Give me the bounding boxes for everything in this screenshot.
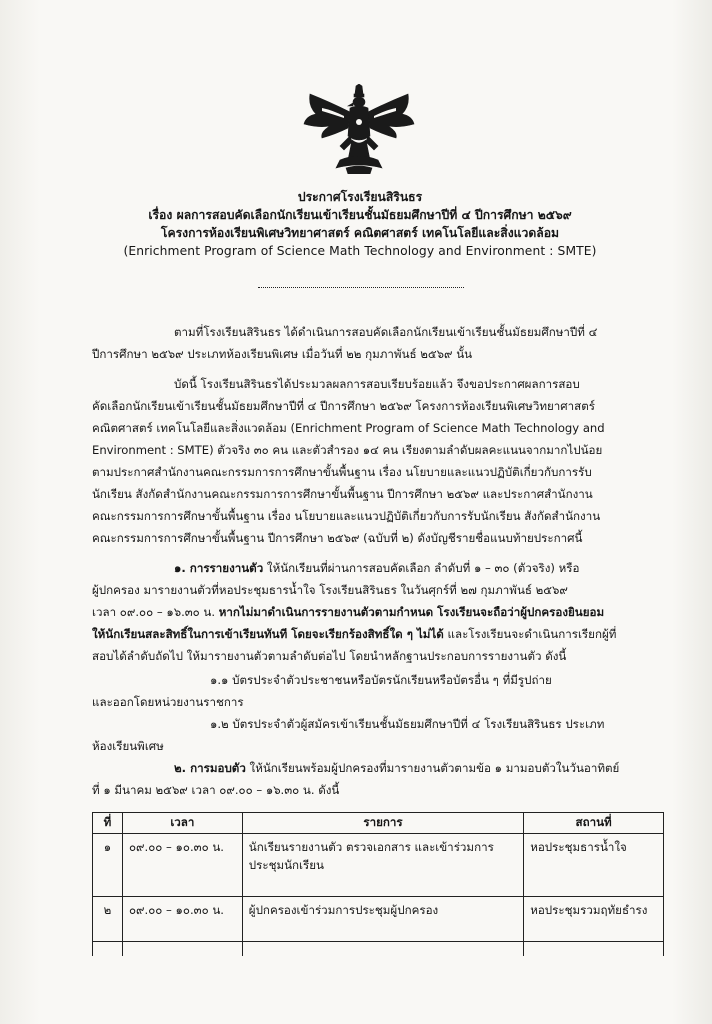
paragraph-2-line: ตามประกาศสำนักงานคณะกรรมการการศึกษาขั้นพื้นฐาน เรื่อง นโยบายและแนวปฏิบัติเกี่ยวกับการรับ [92,465,592,479]
cutoff-cell [524,942,664,957]
cutoff-cell [122,942,242,957]
section-1-warning: ให้นักเรียนสละสิทธิ์ในการเข้าเรียนทันที โดยจะเรียกร้องสิทธิ์ใด ๆ ไม่ได้ [92,627,444,641]
row-time: ๐๙.๐๐ – ๑๐.๓๐ น. [122,834,242,897]
program-name-thai: โครงการห้องเรียนพิเศษวิทยาศาสตร์ คณิตศาสตร์ เทคโนโลยีและสิ่งแวดล้อม [160,226,560,240]
paragraph-2-line: Environment : SMTE) ตัวจริง ๓๐ คน และตัวสำรอง ๑๔ คน เรียงตามลำดับผลคะแนนจากมากไปน้อย [92,443,603,457]
row-item: ผู้ปกครองเข้าร่วมการประชุมผู้ปกครอง [242,897,523,942]
table-row [93,834,664,897]
section-1-line [92,604,604,620]
paragraph-2-line: บัดนี้ โรงเรียนสิรินธรได้ประมวลผลการสอบเรียบร้อยแล้ว จึงขอประกาศผลการสอบ [174,377,580,391]
row-item: นักเรียนรายงานตัว ตรวจเอกสาร และเข้าร่วมการประชุมนักเรียน [242,834,523,897]
section-1-title: ๑. การรายงานตัว [174,561,264,575]
section-1-text: ให้นักเรียนที่ผ่านการสอบคัดเลือก ลำดับที่ ๑ – ๓๐ (ตัวจริง) หรือ [263,561,580,575]
section-1-line [174,560,579,576]
table-row [93,897,664,942]
cutoff-cell [93,942,123,957]
row-time: ๐๙.๐๐ – ๑๐.๓๐ น. [122,897,242,942]
announcement-subject: เรื่อง ผลการสอบคัดเลือกนักเรียนเข้าเรียนชั้นมัธยมศึกษาปีที่ ๔ ปีการศึกษา ๒๕๖๙ [148,208,572,222]
paragraph-2-line: คัดเลือกนักเรียนเข้าเรียนชั้นมัธยมศึกษาปีที่ ๔ ปีการศึกษา ๒๕๖๙ โครงการห้องเรียนพิเศษวิทยาศาสตร์ [92,399,595,413]
paragraph-2-line: นักเรียน สังกัดสำนักงานคณะกรรมการการศึกษาขั้นพื้นฐาน ปีการศึกษา ๒๕๖๙ และประกาศสำนักงาน [92,487,593,501]
section-1-2-line: ห้องเรียนพิเศษ [92,739,164,753]
header-item: รายการ [242,813,523,834]
section-2-line: ที่ ๑ มีนาคม ๒๕๖๙ เวลา ๐๙.๐๐ – ๑๖.๓๐ น. ดังนี้ [92,783,340,797]
header-no: ที่ [93,813,123,834]
row-place: หอประชุมธารน้ำใจ [524,834,664,897]
section-1-1-line: และออกโดยหน่วยงานราชการ [92,695,244,709]
section-1-warning: หากไม่มาดำเนินการรายงานตัวตามกำหนด โรงเรียนจะถือว่าผู้ปกครองยินยอม [218,605,605,619]
section-1-2-line: ๑.๒ บัตรประจำตัวผู้สมัครเข้าเรียนชั้นมัธยมศึกษาปีที่ ๔ โรงเรียนสิรินธร ประเภท [210,717,605,731]
schedule-table [92,812,664,956]
section-1-line: ผู้ปกครอง มารายงานตัวที่หอประชุมธารน้ำใจ โรงเรียนสิรินธร ในวันศุกร์ที่ ๒๗ กุมภาพันธ์ ๒๕๖๙ [92,583,568,597]
row-no: ๑ [93,834,123,897]
cutoff-cell [242,942,523,957]
section-2-text: ให้นักเรียนพร้อมผู้ปกครองที่มารายงานตัวตามข้อ ๑ มามอบตัวในวันอาทิตย์ [245,761,620,775]
header-time: เวลา [122,813,242,834]
row-place: หอประชุมรวมฤทัยธำรง [524,897,664,942]
section-1-time: เวลา ๐๙.๐๐ – ๑๖.๓๐ น. [92,605,219,619]
section-1-line [92,626,616,642]
section-2-line [174,760,619,776]
garuda-emblem-icon [300,84,418,174]
header-place: สถานที่ [524,813,664,834]
paragraph-2-line: คณะกรรมการการศึกษาขั้นพื้นฐาน เรื่อง นโยบายและแนวปฏิบัติเกี่ยวกับการรับนักเรียน สังกัดสำนักงาน [92,509,601,523]
paragraph-2-line: คณะกรรมการการศึกษาขั้นพื้นฐาน ปีการศึกษา ๒๕๖๙ (ฉบับที่ ๒) ดังบัญชีรายชื่อแนบท้ายประกาศนี้ [92,531,583,545]
paragraph-1-line: ตามที่โรงเรียนสิรินธร ได้ดำเนินการสอบคัดเลือกนักเรียนเข้าเรียนชั้นมัธยมศึกษาปีที่ ๔ [174,325,598,339]
section-1-text: และโรงเรียนจะดำเนินการเรียกผู้ที่ [443,627,617,641]
paragraph-1-line: ปีการศึกษา ๒๕๖๙ ประเภทห้องเรียนพิเศษ เมื่อวันที่ ๒๒ กุมภาพันธ์ ๒๕๖๙ นั้น [92,347,473,361]
announcement-title: ประกาศโรงเรียนสิรินธร [297,190,423,204]
row-no: ๒ [93,897,123,942]
table-header-row [93,813,664,834]
section-1-line: สอบได้ลำดับถัดไป ให้มารายงานตัวตามลำดับต่อไป โดยนำหลักฐานประกอบการรายงานตัว ดังนี้ [92,649,567,663]
section-1-1-line: ๑.๑ บัตรประจำตัวประชาชนหรือบัตรนักเรียนหรือบัตรอื่น ๆ ที่มีรูปถ่าย [210,673,552,687]
paragraph-2-line: คณิตศาสตร์ เทคโนโลยีและสิ่งแวดล้อม (Enrichment Program of Science Math Technology and [92,421,605,435]
program-name-english: (Enrichment Program of Science Math Technology and Environment : SMTE) [123,244,597,258]
dotted-divider [258,287,464,288]
section-2-title: ๒. การมอบตัว [174,761,246,775]
table-row-cutoff [93,942,664,957]
